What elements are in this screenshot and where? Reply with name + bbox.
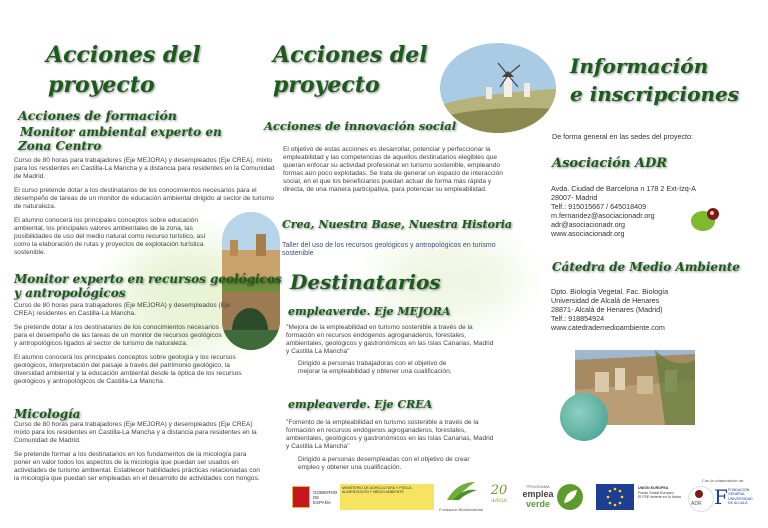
col1-title: Acciones del proyecto: [46, 42, 201, 98]
mejora-dirigido: Dirigido a personas trabajadoras con el objetivo de mejorar la empleabilidad y obtener una cualificación.: [298, 360, 452, 375]
geologicos-title: Monitor experto en recursos geológicos y antropológicos: [14, 272, 282, 300]
crea-taller-text: Taller del uso de los recursos geológicos y antropológicos en turismo sostenible: [282, 242, 496, 257]
adr-contact: Avda. Ciudad de Barcelona n 178 2 Ext-Izq-A 28007- Madrid Telf.: 915015667 / 645018409 m.fernandez@asociacionadr.org adr@asociacionadr.org www.asociacionadr.org: [551, 184, 721, 238]
micologia-title: Micología: [14, 407, 81, 421]
leaf-logo-icon: [690, 203, 722, 240]
eje-mejora-title: empleaverde. Eje MEJORA: [288, 305, 451, 318]
catedra-title: Cátedra de Medio Ambiente: [552, 260, 740, 274]
sec1-text: Curso de 80 horas para trabajadores (Eje MEJORA) y desempleados (Eje CREA), mixto para los residentes en Castilla-La Mancha y a distancia para residentes en la Comunidad de Madrid. El curso pretende dotar a los destinatarios de los conocimientos necesarios para el desempeño de tareas de un monitor de educación ambiental dirigido al sector de turismo de naturaleza. El alumno conocerá los principales conceptos sobre educación ambiental, los principales valores ambientales de la zona, las posibilidades de uso del medio natural como recurso turístico, así como la elaboración de rutas y proyectos de explotación turística sostenible.: [14, 157, 275, 256]
adr-title: Asociación ADR: [552, 156, 668, 171]
catedra-web-link[interactable]: www.catedrademedioambiente.com: [551, 323, 665, 332]
info-intro: De forma general en las sedes del proyecto:: [552, 132, 694, 141]
adr-email-link[interactable]: m.fernandez@asociacionadr.org: [551, 211, 655, 220]
sec3-text: Curso de 80 horas para trabajadores (Eje MEJORA) y desempleados (Eje CREA) mixto para los residentes en Castilla-La Mancha y a distancia para residentes en la Comunidad de Madrid. Se pretende formar a los destinatarios en los fundamentos de la micología para poner en valor todos los aspectos de la micología que puedan ser usados en actividades de turismo ambiental. Establecer habilidades prácticas relacionadas con la micología que puedan ser empleadas en el desarrollo de actividades con hongos.: [14, 421, 260, 482]
ue-text: UNIÓN EUROPEA Fondo Social Europeo El FSE invierte en tu futuro: [638, 486, 681, 499]
fundacion-biodiversidad-logo: Fundación Biodiversidad: [437, 480, 485, 516]
crea-quote: "Fomento de la empleabilidad en turismo sostenible a través de la formación en recursos endógenos agroganaderos, forestales, ambientales, geológicos y gastronómicos en las Islas Canarias, Madrid y Castilla La Mancha": [286, 419, 494, 450]
colaboracion-label: Con la colaboración de:: [702, 478, 745, 483]
mejora-quote: "Mejora de la empleabilidad en turismo sostenible a través de la formación en recursos endógenos agroganaderos, forestales, ambientales, geológicos y gastronómicos en las Islas Canarias, Madrid y Castilla La Mancha": [286, 324, 494, 355]
teal-circle-deco: [560, 393, 608, 441]
innovacion-text: El objetivo de estas acciones es desarrollar, potenciar y perfeccionar la empleabilidad y las competencias de aquellos destinatarios elegibles que quieran enfocar su actividad profesional en turismo sostenible, empleando formas aún poco explotadas. Se trata de generar un espacio de interacción social, en el que los beneficiarios puedan actuar de forma más rápida y directa, de una manera participativa, para potenciar su empleabilidad.: [283, 146, 503, 193]
destinatarios-title: Destinatarios: [290, 270, 441, 294]
innovacion-title: Acciones de innovación social: [264, 119, 457, 133]
emplea-verde-leaf-icon: [557, 484, 583, 510]
emplea-verde-logo: PROGRAMA emplea verde: [522, 484, 554, 509]
crea-nuestra-base-title: Crea, Nuestra Base, Nuestra Historia: [282, 218, 513, 231]
spain-coat-icon: [292, 486, 310, 508]
col3-title: Información e inscripciones: [570, 54, 740, 106]
fgua-f-icon: F: [714, 485, 728, 509]
windmills-photo: [440, 43, 556, 133]
fgua-text: FUNDACIÓN GENERAL UNIVERSIDAD DE ALCALÁ: [728, 488, 753, 506]
anos-badge: 20 AÑOS: [490, 483, 508, 504]
adr-email2-link[interactable]: adr@asociacionadr.org: [551, 220, 626, 229]
col2-title: Acciones del proyecto: [273, 42, 428, 98]
gobierno-logo: GOBIERNO DE ESPAÑA MINISTERIO DE AGRICULTURA Y PESCA, ALIMENTACIÓN Y MEDIO AMBIENTE: [292, 484, 434, 510]
eu-flag-icon: [596, 484, 634, 510]
catedra-contact: Dpto. Biología Vegetal. Fac. Biología Universidad de Alcalá de Henares 28871- Alcalá de Henares (Madrid) Telf.: 918854924 www.catedrademedioambiente.com: [551, 287, 721, 332]
adr-web-link[interactable]: www.asociacionadr.org: [551, 229, 625, 238]
formacion-title: Acciones de formación: [18, 108, 177, 123]
eje-crea-title: empleaverde. Eje CREA: [288, 398, 433, 411]
adr-small-logo: ADR: [688, 486, 714, 512]
sec2-text: Curso de 80 horas para trabajadores (Eje MEJORA) y desempleados (Eje CREA) residentes en Castilla-La Mancha. Se pretende dotar a los destinatarios de los conocimientos necesarios para el desempeño de las tareas de un monitor de recursos geológicos y antropológicos ligados al sector de turismo de naturaleza. El alumno conocerá los principales conceptos sobre geología y los recursos geológicos, interpretación del paisaje a través del patrimonio geológico, la diversidad ambiental y la educación ambiental desde la óptica de los recursos geológicos y antropológicos de Castilla-La Mancha.: [14, 302, 242, 385]
monitor-ambiental-title: Monitor ambiental experto en Zona Centro: [18, 125, 222, 153]
crea-dirigido: Dirigido a personas desempleadas con el objetivo de crear empleo y obtener una cualificación.: [298, 456, 470, 471]
